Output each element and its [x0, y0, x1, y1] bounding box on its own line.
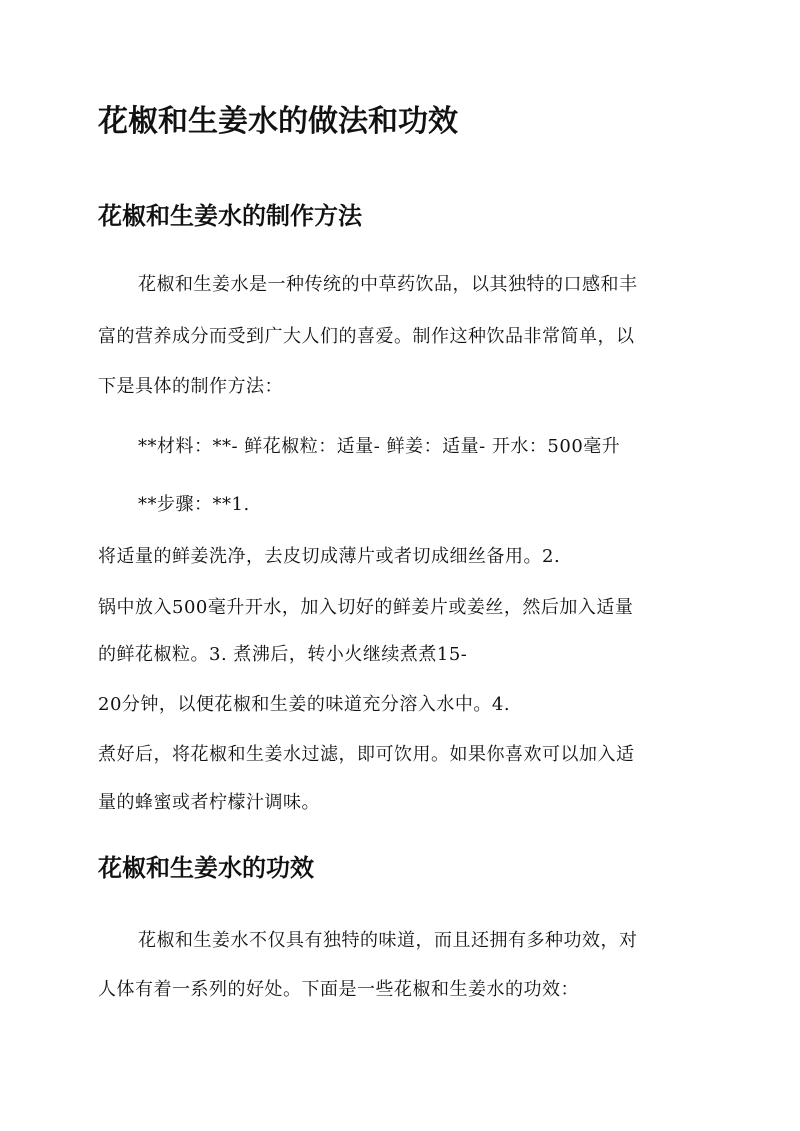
paragraph-line: 花椒和生姜水是一种传统的中草药饮品，以其独特的口感和丰 [138, 274, 638, 295]
paragraph-line: 花椒和生姜水不仅具有独特的味道，而且还拥有多种功效，对 [138, 930, 638, 951]
paragraph-line: 富的营养成分而受到广大人们的喜爱。制作这种饮品非常简单，以 [98, 326, 635, 347]
step-line: 的鲜花椒粒。3. 煮沸后，转小火继续煮煮15- [98, 644, 468, 665]
step-line: 20分钟，以便花椒和生姜的味道充分溶入水中。4. [98, 694, 511, 715]
step-line: 量的蜂蜜或者柠檬汁调味。 [98, 792, 320, 813]
section-heading-method: 花椒和生姜水的制作方法 [98, 201, 362, 230]
paragraph-line: 下是具体的制作方法： [98, 376, 283, 397]
step-line: 锅中放入500毫升开水，加入切好的鲜姜片或姜丝，然后加入适量 [98, 597, 634, 618]
step-line: 煮好后，将花椒和生姜水过滤，即可饮用。如果你喜欢可以加入适 [98, 744, 635, 765]
paragraph-line: 人体有着一系列的好处。下面是一些花椒和生姜水的功效： [98, 979, 579, 1000]
page-title: 花椒和生姜水的做法和功效 [98, 104, 458, 139]
step-line: 将适量的鲜姜洗净，去皮切成薄片或者切成细丝备用。2. [98, 546, 561, 567]
steps-heading-line: **步骤：**1. [138, 494, 250, 515]
materials-line: **材料：**- 鲜花椒粒：适量- 鲜姜：适量- 开水：500毫升 [138, 436, 621, 457]
section-heading-benefits: 花椒和生姜水的功效 [98, 853, 314, 882]
